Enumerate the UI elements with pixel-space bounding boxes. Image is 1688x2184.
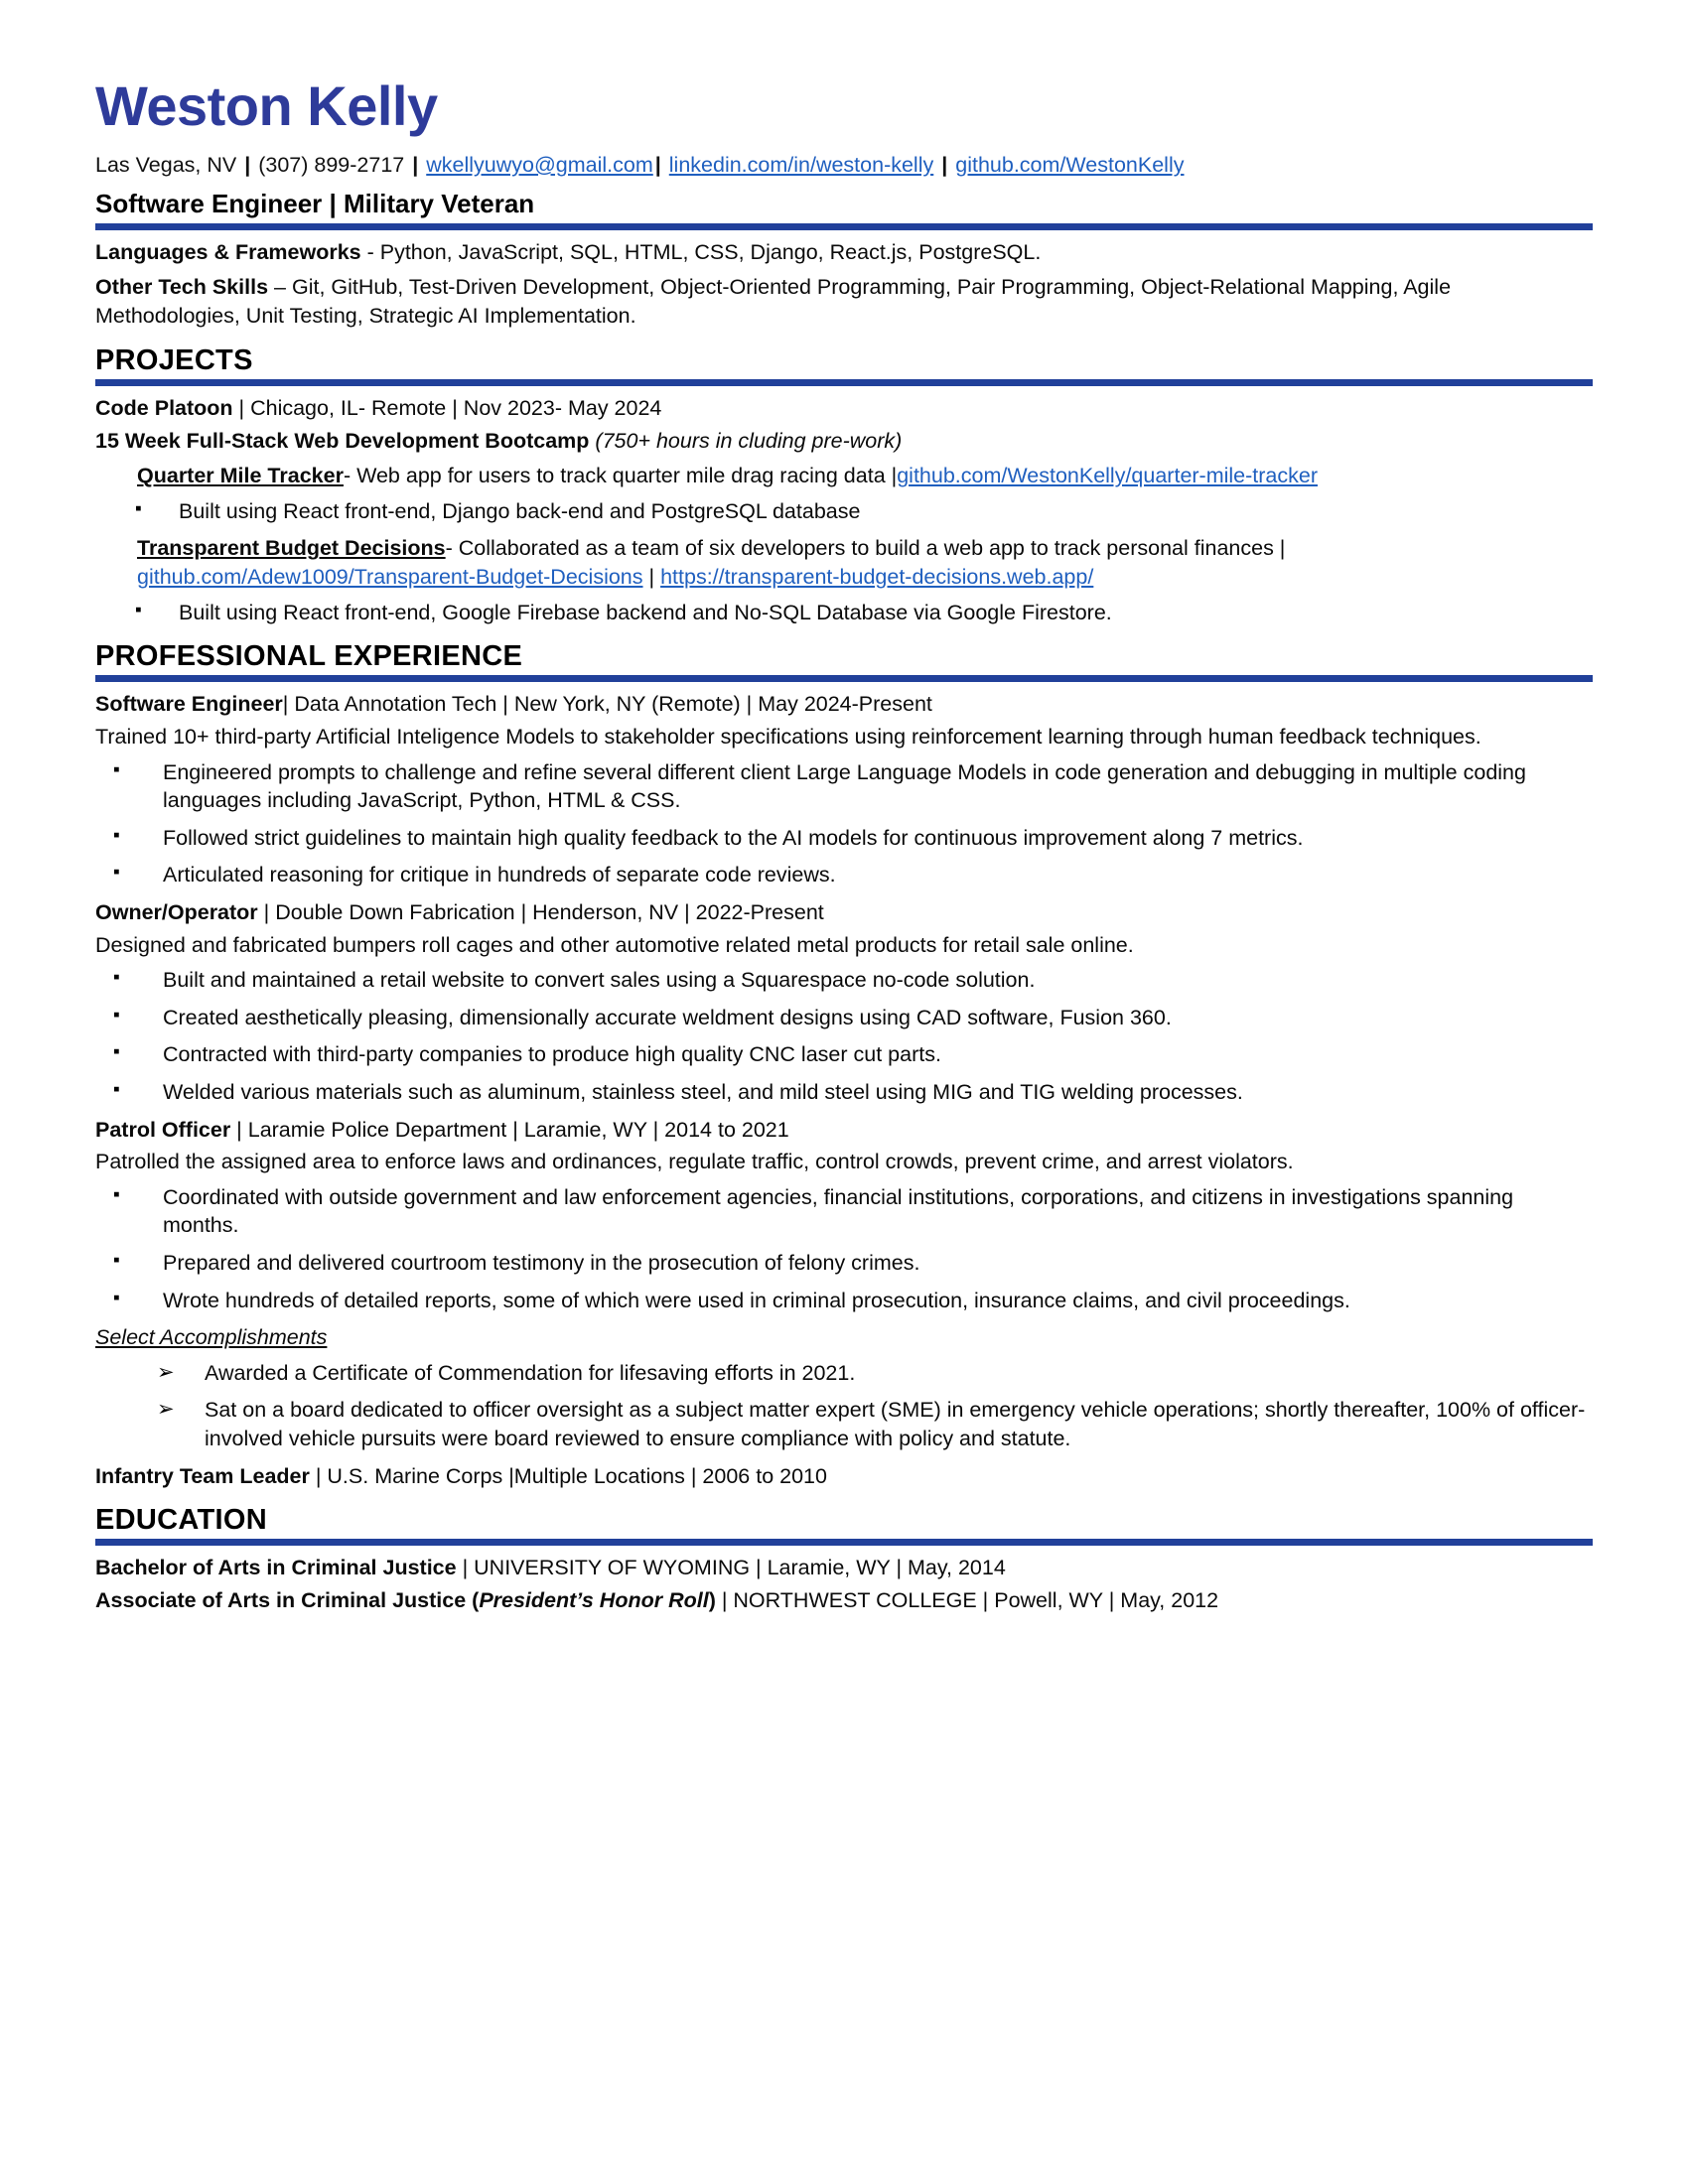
list-item: ▪ Built using React front-end, Google Firebase backend and No-SQL Database via Google Firestore. bbox=[95, 599, 1593, 627]
education-degree-honor: President’s Honor Roll bbox=[479, 1588, 709, 1613]
project-link-separator: | bbox=[648, 564, 655, 589]
job-meta: | Data Annotation Tech | New York, NY (Remote) | May 2024-Present bbox=[282, 692, 932, 717]
list-item: ▪ Created aesthetically pleasing, dimensionally accurate weldment designs using CAD software, Fusion 360. bbox=[95, 1004, 1593, 1032]
job-bullets-patrol-officer bbox=[95, 1183, 1593, 1314]
list-item: ➢ Sat on a board dedicated to officer oversight as a subject matter expert (SME) in emergency vehicle operations; shortly thereafter, 100% of officer-involved vehicle pursuits were board reviewed to ensure compliance with policy and statute. bbox=[95, 1396, 1593, 1452]
education-degree-tail: ) bbox=[708, 1588, 716, 1613]
contact-line bbox=[95, 152, 1593, 179]
list-item: ▪ Built using React front-end, Django back-end and PostgreSQL database bbox=[95, 497, 1593, 526]
job-role: Patrol Officer bbox=[95, 1117, 231, 1142]
section-heading-experience: PROFESSIONAL EXPERIENCE bbox=[95, 640, 523, 673]
job-meta: | U.S. Marine Corps |Multiple Locations | 2006 to 2010 bbox=[309, 1463, 827, 1488]
project-description: - Collaborated as a team of six developers to build a web app to track personal finances | bbox=[445, 536, 1286, 561]
job-summary: Designed and fabricated bumpers roll cages and other automotive related metal products for retail sale online. bbox=[95, 932, 1134, 957]
contact-separator-3: | bbox=[654, 152, 661, 177]
contact-separator-1: | bbox=[244, 152, 251, 177]
project-program-title: 15 Week Full-Stack Web Development Bootcamp bbox=[95, 428, 596, 453]
contact-location: Las Vegas, NV bbox=[95, 152, 237, 177]
divider-title bbox=[95, 223, 1593, 230]
education-meta: | UNIVERSITY OF WYOMING | Laramie, WY | May, 2014 bbox=[456, 1556, 1006, 1580]
project-bullets-transparent-budget-decisions bbox=[95, 599, 1593, 627]
project-repo-link[interactable]: github.com/Adew1009/Transparent-Budget-Decisions bbox=[137, 564, 643, 589]
resume-sheet bbox=[95, 74, 1593, 1615]
list-item: ▪ Welded various materials such as aluminum, stainless steel, and mild steel using MIG and TIG welding processes. bbox=[95, 1078, 1593, 1107]
project-org-name: Code Platoon bbox=[95, 395, 233, 420]
contact-separator-2: | bbox=[412, 152, 419, 177]
project-item-quarter-mile-tracker bbox=[95, 462, 1593, 490]
education-degree: Bachelor of Arts in Criminal Justice bbox=[95, 1556, 457, 1580]
project-item-transparent-budget-decisions bbox=[95, 534, 1593, 591]
project-program-hours: (750+ hours in cluding pre-work) bbox=[595, 428, 903, 453]
email-link[interactable]: wkellyuwyo@gmail.com bbox=[426, 152, 653, 177]
skills-languages-label: Languages & Frameworks bbox=[95, 239, 361, 264]
project-program-line bbox=[95, 427, 1593, 456]
divider-projects bbox=[95, 379, 1593, 386]
linkedin-link[interactable]: linkedin.com/in/weston-kelly bbox=[668, 152, 934, 177]
project-description: - Web app for users to track quarter mile drag racing data | bbox=[343, 464, 898, 488]
job-role: Infantry Team Leader bbox=[95, 1463, 310, 1488]
divider-experience bbox=[95, 675, 1593, 682]
skills-languages bbox=[95, 238, 1593, 267]
professional-title: Software Engineer | Military Veteran bbox=[95, 188, 535, 218]
education-meta: | NORTHWEST COLLEGE | Powell, WY | May, 2012 bbox=[715, 1588, 1219, 1613]
list-item: ▪ Articulated reasoning for critique in hundreds of separate code reviews. bbox=[95, 861, 1593, 889]
skills-other bbox=[95, 273, 1593, 330]
list-item: ▪ Contracted with third-party companies to produce high quality CNC laser cut parts. bbox=[95, 1040, 1593, 1069]
accomplishments-label bbox=[95, 1323, 1593, 1352]
job-role: Software Engineer bbox=[95, 692, 283, 717]
section-heading-projects: PROJECTS bbox=[95, 343, 253, 376]
list-item: ▪ Engineered prompts to challenge and refine several different client Large Language Models in code generation and debugging in multiple coding languages including JavaScript, Python, HTML & CSS. bbox=[95, 758, 1593, 815]
divider-education bbox=[95, 1539, 1593, 1546]
list-item: ▪ Followed strict guidelines to maintain high quality feedback to the AI models for continuous improvement along 7 metrics. bbox=[95, 824, 1593, 853]
job-header-owner-operator bbox=[95, 898, 1593, 927]
list-item: ▪ Wrote hundreds of detailed reports, some of which were used in criminal prosecution, insurance claims, and civil proceedings. bbox=[95, 1287, 1593, 1315]
job-header-software-engineer bbox=[95, 690, 1593, 719]
project-title: Transparent Budget Decisions bbox=[137, 536, 446, 561]
github-link[interactable]: github.com/WestonKelly bbox=[955, 152, 1185, 177]
job-header-infantry-team-leader bbox=[95, 1462, 1593, 1491]
job-header-patrol-officer bbox=[95, 1116, 1593, 1145]
contact-separator-4: | bbox=[941, 152, 948, 177]
project-bullets-quarter-mile-tracker bbox=[95, 497, 1593, 526]
skills-other-value: – Git, GitHub, Test-Driven Development, Object-Oriented Programming, Pair Programming, Object-Relational Mapping, Agile Methodologies, Unit Testing, Strategic AI Implementation. bbox=[95, 275, 1452, 329]
job-role: Owner/Operator bbox=[95, 900, 258, 925]
skills-languages-value: - Python, JavaScript, SQL, HTML, CSS, Django, React.js, PostgreSQL. bbox=[360, 239, 1042, 264]
job-bullets-software-engineer bbox=[95, 758, 1593, 889]
job-summary: Trained 10+ third-party Artificial Inteligence Models to stakeholder specifications using reinforcement learning through human feedback techniques. bbox=[95, 725, 1481, 750]
list-item: ▪ Prepared and delivered courtroom testimony in the prosecution of felony crimes. bbox=[95, 1249, 1593, 1278]
list-item: ➢ Awarded a Certificate of Commendation for lifesaving efforts in 2021. bbox=[95, 1359, 1593, 1388]
contact-phone: (307) 899-2717 bbox=[258, 152, 405, 177]
education-entry-associate bbox=[95, 1586, 1593, 1615]
project-repo-link[interactable]: github.com/WestonKelly/quarter-mile-tracker bbox=[897, 464, 1319, 488]
project-title: Quarter Mile Tracker bbox=[137, 464, 344, 488]
project-live-link[interactable]: https://transparent-budget-decisions.web.app/ bbox=[660, 564, 1094, 589]
section-heading-education: EDUCATION bbox=[95, 1504, 267, 1537]
education-degree: Associate of Arts in Criminal Justice ( bbox=[95, 1588, 480, 1613]
education-entry-bachelor bbox=[95, 1554, 1593, 1582]
skills-other-label: Other Tech Skills bbox=[95, 275, 269, 300]
list-item: ▪ Coordinated with outside government and law enforcement agencies, financial institutions, corporations, and citizens in investigations spanning months. bbox=[95, 1183, 1593, 1240]
list-item: ▪ Built and maintained a retail website to convert sales using a Squarespace no-code solution. bbox=[95, 966, 1593, 995]
job-meta: | Double Down Fabrication | Henderson, NV | 2022-Present bbox=[257, 900, 824, 925]
accomplishments-list bbox=[95, 1359, 1593, 1453]
job-meta: | Laramie Police Department | Laramie, WY | 2014 to 2021 bbox=[230, 1117, 789, 1142]
accomplishments-label-text: Select Accomplishments bbox=[95, 1325, 328, 1350]
project-org-line bbox=[95, 394, 1593, 423]
job-bullets-owner-operator bbox=[95, 966, 1593, 1106]
project-org-meta: | Chicago, IL- Remote | Nov 2023- May 2024 bbox=[232, 395, 662, 420]
page-title: Weston Kelly bbox=[95, 74, 438, 137]
job-summary: Patrolled the assigned area to enforce laws and ordinances, regulate traffic, control crowds, prevent crime, and arrest violators. bbox=[95, 1150, 1294, 1174]
